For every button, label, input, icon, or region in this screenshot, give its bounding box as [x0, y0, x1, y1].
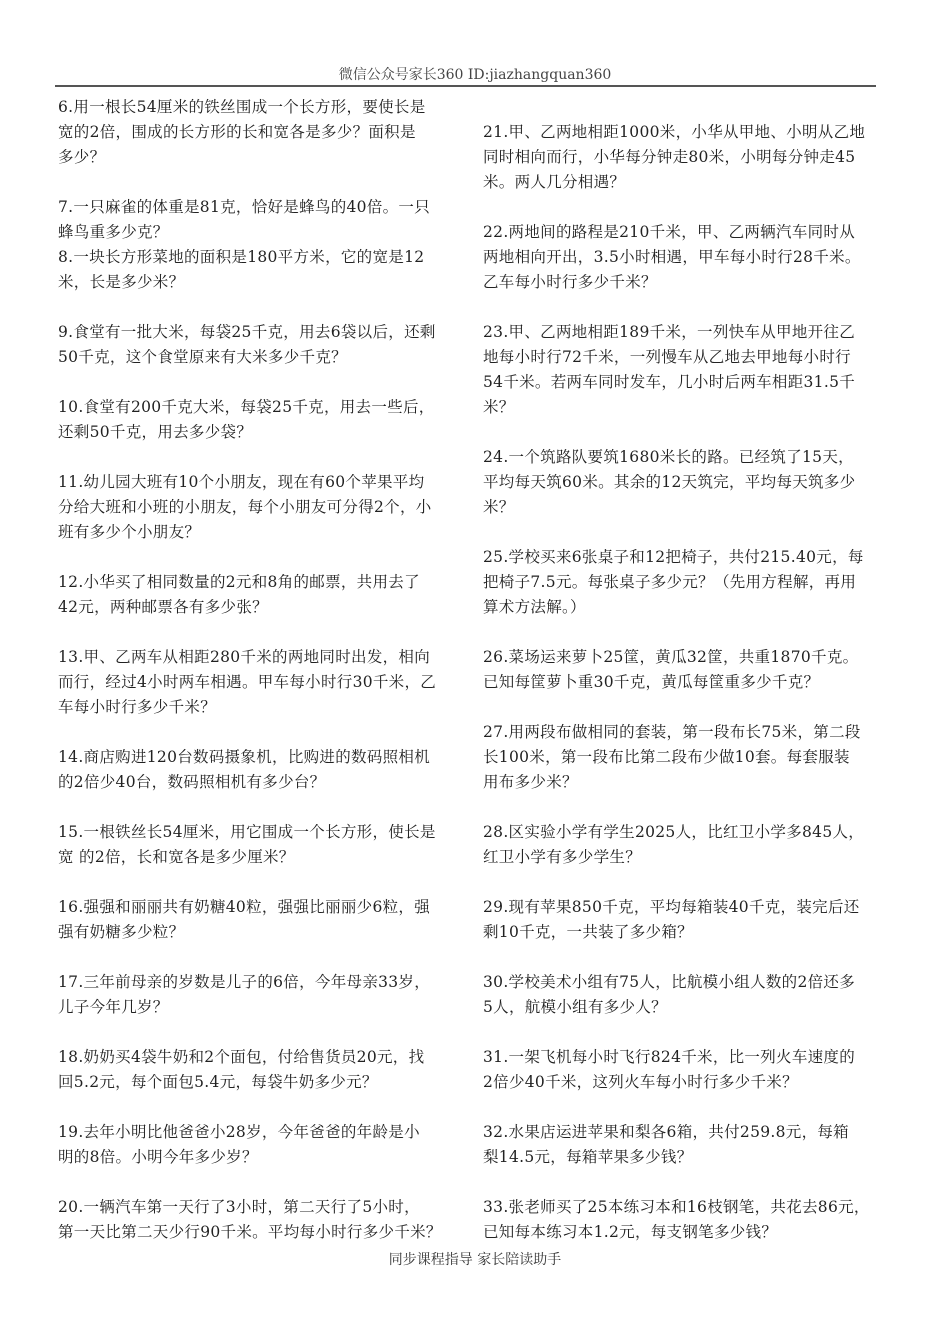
- problem-line: 2倍少40千米，这列火车每小时行多少千米？: [483, 1073, 798, 1091]
- problem-line: 的2倍少40台，数码照相机有多少台？: [58, 773, 326, 791]
- problem-line: 宽 的2倍，长和宽各是多少厘米？: [58, 848, 295, 866]
- problem-item: [58, 195, 430, 245]
- problem-line: 米。两人几分相遇？: [483, 173, 626, 191]
- problem-line: 地每小时行72千米，一列慢车从乙地去甲地每小时行: [483, 348, 851, 366]
- problem-line: 54千米。若两车同时发车，几小时后两车相距31.5千: [483, 373, 856, 391]
- problem-line: 乙车每小时行多少千米？: [483, 273, 657, 291]
- problem-line: 17.三年前母亲的岁数是儿子的6倍，今年母亲33岁，: [58, 973, 431, 991]
- problem-line: 同时相向而行，小华每分钟走80米，小明每分钟走45: [483, 148, 856, 166]
- problem-item: [483, 1045, 855, 1095]
- problem-line: 梨14.5元，每箱苹果多少钱？: [483, 1148, 693, 1166]
- header-divider: [55, 85, 876, 87]
- problem-line: 13.甲、乙两车从相距280千米的两地同时出发，相向: [58, 648, 431, 666]
- problem-line: 儿子今年几岁？: [58, 998, 169, 1016]
- problem-line: 回5.2元，每个面包5.4元，每袋牛奶多少元？: [58, 1073, 378, 1091]
- problem-item: [58, 645, 436, 720]
- problem-line: 7.一只麻雀的体重是81克，恰好是蜂鸟的40倍。一只: [58, 198, 431, 216]
- problem-line: 平均每天筑60米。其余的12天筑完，平均每天筑多少: [483, 473, 856, 491]
- problem-item: [58, 820, 436, 870]
- problem-item: [58, 895, 430, 945]
- problem-line: 两地相向开出，3.5小时相遇，甲车每小时行28千米。: [483, 248, 861, 266]
- problem-line: 33.张老师买了25本练习本和16枝钢笔，共花去86元，: [483, 1198, 870, 1216]
- problem-line: 把椅子7.5元。每张桌子多少元？（先用方程解，再用: [483, 573, 857, 591]
- problem-item: [483, 820, 864, 870]
- problem-line: 28.区实验小学有学生2025人，比红卫小学多845人，: [483, 823, 865, 841]
- problem-line: 已知每本练习本1.2元，每支钢笔多少钱？: [483, 1223, 778, 1241]
- problem-item: [483, 645, 858, 695]
- problem-item: [58, 1120, 420, 1170]
- problem-line: 27.用两段布做相同的套装，第一段布长75米，第二段: [483, 723, 861, 741]
- problem-line: 21.甲、乙两地相距1000米，小华从甲地、小明从乙地: [483, 123, 866, 141]
- problem-item: [483, 1195, 870, 1245]
- problem-item: [58, 245, 424, 295]
- problem-item: [58, 395, 435, 445]
- problem-line: 明的8倍。小明今年多少岁？: [58, 1148, 258, 1166]
- problem-item: [483, 545, 864, 620]
- problem-line: 8.一块长方形菜地的面积是180平方米，它的宽是12: [58, 248, 425, 266]
- problem-line: 长100米，第一段布比第二段布少做10套。每套服装: [483, 748, 850, 766]
- problem-line: 24.一个筑路队要筑1680米长的路。已经筑了15天，: [483, 448, 854, 466]
- problem-item: [58, 95, 426, 170]
- problem-line: 米？: [483, 498, 515, 516]
- problem-line: 剩10千克，一共装了多少箱？: [483, 923, 693, 941]
- problem-item: [58, 970, 430, 1020]
- problem-line: 26.菜场运来萝卜25筐，黄瓜32筐，共重1870千克。: [483, 648, 859, 666]
- problem-line: 6.用一根长54厘米的铁丝围成一个长方形，要使长是: [58, 98, 426, 116]
- problem-item: [58, 745, 430, 795]
- problem-line: 车每小时行多少千米？: [58, 698, 217, 716]
- problem-line: 31.一架飞机每小时飞行824千米，比一列火车速度的: [483, 1048, 856, 1066]
- problem-line: 20.一辆汽车第一天行了3小时，第二天行了5小时，: [58, 1198, 420, 1216]
- problem-item: [58, 470, 432, 545]
- problem-line: 米？: [483, 398, 515, 416]
- problem-line: 用布多少米？: [483, 773, 578, 791]
- page-footer: 同步课程指导 家长陪读助手: [388, 1252, 562, 1268]
- problem-line: 强有奶糖多少粒？: [58, 923, 185, 941]
- problem-item: [483, 120, 865, 195]
- problem-item: [58, 320, 436, 370]
- problem-item: [58, 1195, 442, 1245]
- problem-item: [483, 1120, 849, 1170]
- problem-line: 9.食堂有一批大米，每袋25千克，用去6袋以后，还剩: [58, 323, 436, 341]
- problem-item: [483, 220, 861, 295]
- problem-line: 而行，经过4小时两车相遇。甲车每小时行30千米，乙: [58, 673, 437, 691]
- page-header: 微信公众号家长360 ID:jiazhangquan360: [338, 67, 612, 83]
- problem-line: 22.两地间的路程是210千米，甲、乙两辆汽车同时从: [483, 223, 856, 241]
- problem-line: 班有多少个小朋友？: [58, 523, 201, 541]
- problem-line: 米，长是多少米？: [58, 273, 185, 291]
- problem-item: [58, 1045, 424, 1095]
- problem-item: [483, 320, 855, 420]
- problem-line: 11.幼儿园大班有10个小朋友，现在有60个苹果平均: [58, 473, 425, 491]
- problem-line: 已知每筐萝卜重30千克，黄瓜每筐重多少千克？: [483, 673, 820, 691]
- problem-line: 第一天比第二天少行90千米。平均每小时行多少千米？: [58, 1223, 442, 1241]
- problem-line: 红卫小学有多少学生？: [483, 848, 642, 866]
- problem-item: [58, 570, 420, 620]
- problem-item: [483, 720, 861, 795]
- problem-line: 还剩50千克，用去多少袋？: [58, 423, 253, 441]
- problem-line: 30.学校美术小组有75人，比航模小组人数的2倍还多: [483, 973, 856, 991]
- problem-item: [483, 895, 860, 945]
- problem-line: 32.水果店运进苹果和梨各6箱，共付259.8元，每箱: [483, 1123, 849, 1141]
- problem-line: 29.现有苹果850千克，平均每箱装40千克，装完后还: [483, 898, 860, 916]
- problem-line: 23.甲、乙两地相距189千米，一列快车从甲地开往乙: [483, 323, 856, 341]
- problem-line: 16.强强和丽丽共有奶糖40粒，强强比丽丽少6粒，强: [58, 898, 431, 916]
- problem-line: 25.学校买来6张桌子和12把椅子，共付215.40元，每: [483, 548, 864, 566]
- problem-line: 10.食堂有200千克大米，每袋25千克，用去一些后，: [58, 398, 435, 416]
- problem-line: 蜂鸟重多少克？: [58, 223, 169, 241]
- problem-item: [483, 445, 855, 520]
- problem-line: 5人，航模小组有多少人？: [483, 998, 667, 1016]
- problem-line: 12.小华买了相同数量的2元和8角的邮票，共用去了: [58, 573, 420, 591]
- problem-line: 42元，两种邮票各有多少张？: [58, 598, 268, 616]
- problem-line: 19.去年小明比他爸爸小28岁，今年爸爸的年龄是小: [58, 1123, 420, 1141]
- problem-line: 15.一根铁丝长54厘米，用它围成一个长方形，使长是: [58, 823, 436, 841]
- problem-line: 宽的2倍，围成的长方形的长和宽各是多少？面积是: [58, 123, 416, 141]
- problem-line: 多少？: [58, 148, 106, 166]
- problem-line: 18.奶奶买4袋牛奶和2个面包，付给售货员20元，找: [58, 1048, 425, 1066]
- problem-line: 14.商店购进120台数码摄象机，比购进的数码照相机: [58, 748, 431, 766]
- problem-line: 算术方法解。）: [483, 598, 586, 616]
- problem-line: 50千克，这个食堂原来有大米多少千克？: [58, 348, 347, 366]
- problem-item: [483, 970, 855, 1020]
- problem-line: 分给大班和小班的小朋友，每个小朋友可分得2个，小: [58, 498, 432, 516]
